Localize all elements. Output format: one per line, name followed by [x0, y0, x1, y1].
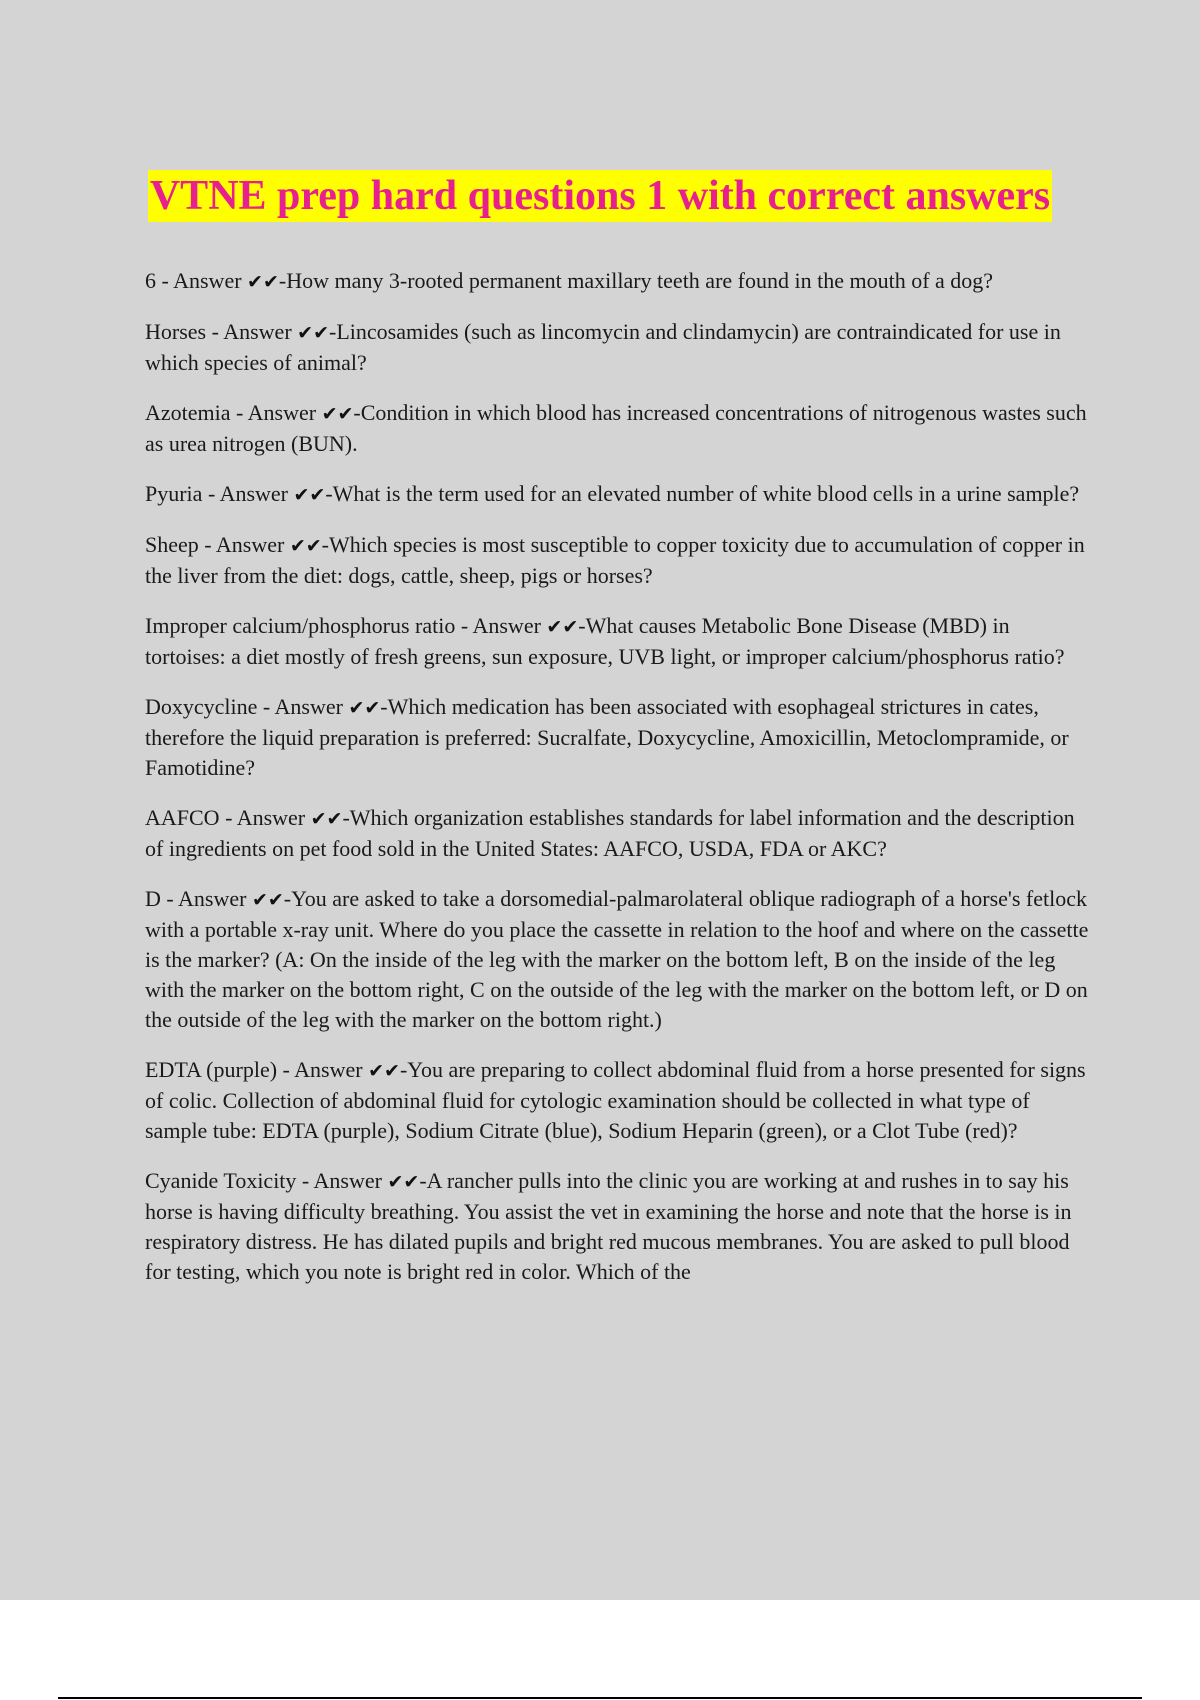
- qa-list: [145, 266, 1090, 1307]
- answer-text: Azotemia: [145, 400, 231, 425]
- question-text: -Condition in which blood has increased concentrations of nitrogenous wastes such as urea nitrogen (BUN).: [145, 400, 1087, 456]
- question-text: -What causes Metabolic Bone Disease (MBD) in tortoises: a diet mostly of fresh greens, sun exposure, UVB light, or improper calcium/phosphorus ratio?: [145, 613, 1065, 669]
- double-check-icon: ✔✔: [368, 1060, 400, 1082]
- answer-separator: - Answer: [156, 268, 248, 293]
- answer-text: Horses: [145, 319, 207, 344]
- qa-item: [145, 479, 1090, 510]
- answer-separator: - Answer: [198, 532, 290, 557]
- qa-item: [145, 530, 1090, 591]
- question-text: -How many 3-rooted permanent maxillary teeth are found in the mouth of a dog?: [278, 268, 994, 293]
- answer-separator: - Answer: [202, 481, 294, 506]
- qa-item: [145, 692, 1090, 783]
- answer-separator: - Answer: [277, 1057, 369, 1082]
- qa-item: [145, 803, 1090, 864]
- question-text: -Lincosamides (such as lincomycin and clindamycin) are contraindicated for use in which species of animal?: [145, 319, 1061, 375]
- answer-text: Pyuria: [145, 481, 203, 506]
- double-check-icon: ✔✔: [251, 889, 284, 911]
- question-text: -A rancher pulls into the clinic you are working at and rushes in to say his horse is having difficulty breathing. You assist the vet in examining the horse and note that the horse is in respiratory distress. He has dilated pupils and bright red mucous membranes. You are asked to pull blood for testing, which you note is bright red in color. Which of the: [145, 1168, 1072, 1284]
- answer-text: Sheep: [145, 532, 199, 557]
- answer-separator: - Answer: [160, 886, 252, 911]
- answer-separator: - Answer: [219, 805, 311, 830]
- double-check-icon: ✔✔: [297, 322, 329, 344]
- qa-item: [145, 317, 1090, 378]
- double-check-icon: ✔✔: [348, 697, 381, 719]
- question-text: -Which organization establishes standards for label information and the description of ingredients on pet food sold in the United States: AAFCO, USDA, FDA or AKC?: [145, 805, 1075, 861]
- double-check-icon: ✔✔: [293, 484, 326, 506]
- title-wrap: [0, 170, 1200, 222]
- answer-separator: - Answer: [296, 1168, 388, 1193]
- qa-item: [145, 611, 1090, 672]
- answer-text: Doxycycline: [145, 694, 258, 719]
- qa-item: [145, 266, 1090, 297]
- double-check-icon: ✔✔: [387, 1171, 420, 1193]
- answer-text: Improper calcium/phosphorus ratio: [145, 613, 456, 638]
- question-text: -What is the term used for an elevated number of white blood cells in a urine sample?: [325, 481, 1080, 506]
- qa-item: [145, 1166, 1090, 1287]
- double-check-icon: ✔✔: [310, 808, 343, 830]
- double-check-icon: ✔✔: [289, 535, 322, 557]
- bottom-divider: [58, 1697, 1142, 1699]
- double-check-icon: ✔✔: [247, 271, 279, 293]
- answer-separator: - Answer: [206, 319, 298, 344]
- answer-separator: - Answer: [455, 613, 547, 638]
- qa-item: [145, 398, 1090, 459]
- double-check-icon: ✔✔: [546, 616, 579, 638]
- question-text: -Which species is most susceptible to copper toxicity due to accumulation of copper in the liver from the diet: dogs, cattle, sheep, pigs or horses?: [145, 532, 1085, 588]
- answer-text: D: [145, 886, 161, 911]
- answer-text: AAFCO: [145, 805, 220, 830]
- question-text: -You are asked to take a dorsomedial-palmarolateral oblique radiograph of a horse's fetlock with a portable x-ray unit. Where do you place the cassette in relation to the hoof and where on the cassette is the marker? (A: On the inside of the leg with the marker on the bottom left, B on the inside of the leg with the marker on the bottom right, C on the outside of the leg with the marker on the bottom left, or D on the outside of the leg with the marker on the bottom right.): [145, 886, 1089, 1032]
- document-title: VTNE prep hard questions 1 with correct answers: [148, 170, 1052, 222]
- answer-separator: - Answer: [257, 694, 349, 719]
- double-check-icon: ✔✔: [321, 403, 354, 425]
- answer-separator: - Answer: [230, 400, 322, 425]
- qa-item: [145, 884, 1090, 1035]
- question-text: -Which medication has been associated with esophageal strictures in cates, therefore the liquid preparation is preferred: Sucralfate, Doxycycline, Amoxicillin, Metoclompramide, or Famotidine?: [145, 694, 1069, 780]
- question-text: -You are preparing to collect abdominal fluid from a horse presented for signs of colic. Collection of abdominal fluid for cytologic examination should be collected in what type of sample tube: EDTA (purple), Sodium Citrate (blue), Sodium Heparin (green), or a Clot Tube (red)?: [145, 1057, 1086, 1143]
- qa-item: [145, 1055, 1090, 1146]
- answer-text: EDTA (purple): [145, 1057, 278, 1082]
- answer-text: Cyanide Toxicity: [145, 1168, 297, 1193]
- answer-text: 6: [145, 268, 156, 293]
